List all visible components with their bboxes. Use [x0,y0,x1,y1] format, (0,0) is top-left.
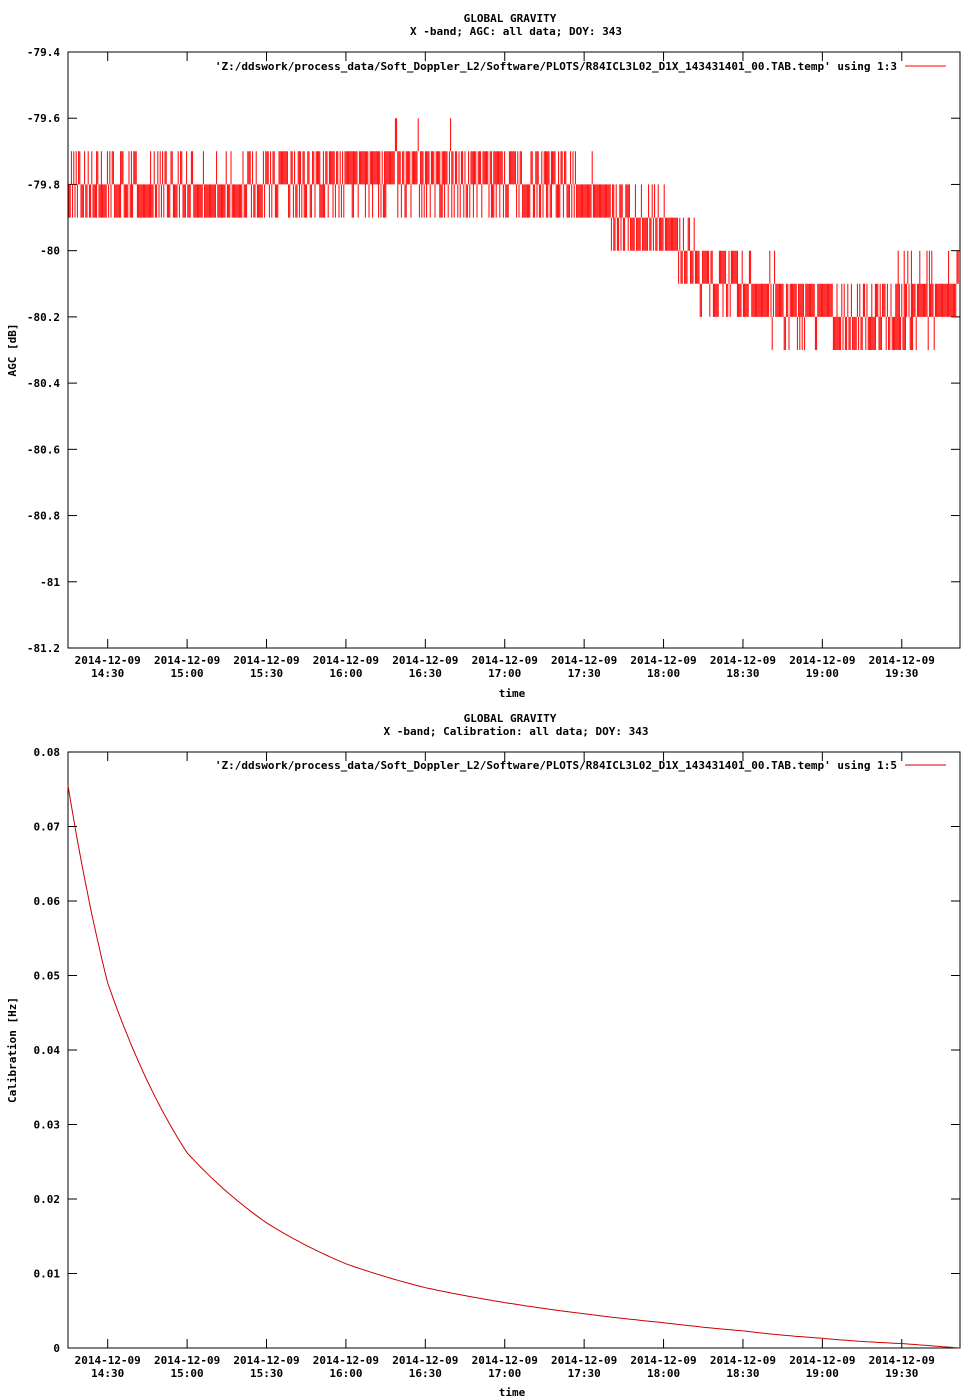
agc-xtick-time-label: 18:00 [646,667,681,680]
calibration-y-axis-label: Calibration [Hz] [6,997,19,1103]
agc-xtick-time-label: 19:30 [885,667,919,680]
calibration-xtick-date-label: 2014-12-09 [312,1354,380,1367]
agc-xtick-time-label: 15:30 [249,667,284,680]
calibration-xtick-time-label: 19:00 [805,1367,839,1380]
calibration-xtick-time-label: 19:30 [885,1367,919,1380]
agc-ytick-label: -79.4 [26,46,60,59]
agc-xtick-time-label: 14:30 [91,667,125,680]
calibration-ytick-label: 0.04 [33,1044,60,1057]
agc-xtick-date-label: 2014-12-09 [153,654,221,667]
agc-xtick-date-label: 2014-12-09 [709,654,777,667]
calibration-chart [6,712,960,1399]
calibration-xtick-time-label: 15:00 [170,1367,204,1380]
agc-xtick-time-label: 19:00 [805,667,839,680]
agc-chart-subtitle: X -band; AGC: all data; DOY: 343 [410,25,622,38]
calibration-ytick-label: 0.06 [33,895,60,908]
agc-xtick-date-label: 2014-12-09 [392,654,459,667]
agc-ytick-label: -80.4 [26,377,60,391]
calibration-xtick-time-label: 18:00 [646,1367,681,1380]
calibration-xtick-date-label: 2014-12-09 [709,1354,777,1367]
calibration-ytick-label: 0.05 [33,969,60,983]
calibration-xtick-date-label: 2014-12-09 [868,1354,935,1367]
calibration-xtick-time-label: 16:30 [408,1367,442,1380]
calibration-xtick-time-label: 14:30 [91,1367,125,1380]
agc-chart [6,12,960,700]
calibration-series-line [68,786,960,1349]
agc-ytick-label: -80.8 [26,509,60,523]
calibration-legend-label: 'Z:/ddswork/process_data/Soft_Doppler_L2/Software/PLOTS/R84ICL3L02_D1X_143431401_00.TAB.temp' using 1:5 [214,759,897,772]
agc-ytick-label: -80 [40,244,60,258]
agc-ytick-label: -81.2 [26,642,60,655]
agc-xtick-time-label: 17:00 [488,667,522,680]
calibration-ytick-label: 0.02 [33,1193,60,1206]
agc-ytick-label: -79.6 [26,112,60,126]
calibration-chart-title: GLOBAL GRAVITY [463,712,557,725]
agc-xtick-date-label: 2014-12-09 [868,654,935,667]
agc-xtick-date-label: 2014-12-09 [630,654,697,667]
agc-ytick-label: -80.6 [26,443,60,457]
agc-xtick-time-label: 16:00 [329,667,363,680]
calibration-xtick-date-label: 2014-12-09 [551,1354,618,1367]
agc-ytick-label: -81 [40,575,60,589]
agc-ytick-label: -79.8 [26,178,60,192]
agc-xtick-time-label: 15:00 [170,667,204,680]
calibration-xtick-time-label: 16:00 [329,1367,363,1380]
calibration-xtick-date-label: 2014-12-09 [153,1354,221,1367]
calibration-xtick-time-label: 17:30 [567,1367,601,1380]
agc-xtick-date-label: 2014-12-09 [789,654,856,667]
calibration-xtick-date-label: 2014-12-09 [630,1354,697,1367]
calibration-ytick-label: 0 [53,1342,60,1355]
agc-xtick-time-label: 16:30 [408,667,442,680]
calibration-xtick-date-label: 2014-12-09 [471,1354,538,1367]
agc-xtick-date-label: 2014-12-09 [74,654,141,667]
calibration-xtick-time-label: 18:30 [726,1367,760,1380]
calibration-xtick-time-label: 17:00 [488,1367,522,1380]
agc-ytick-label: -80.2 [26,310,60,324]
agc-xtick-date-label: 2014-12-09 [471,654,538,667]
agc-chart-title: GLOBAL GRAVITY [463,12,557,25]
agc-xtick-date-label: 2014-12-09 [312,654,380,667]
agc-y-axis-label: AGC [dB] [6,323,19,377]
calibration-plot-frame [68,752,960,1348]
agc-plot-frame [68,52,960,648]
agc-xtick-time-label: 17:30 [567,667,601,680]
calibration-xtick-date-label: 2014-12-09 [392,1354,459,1367]
agc-series-line [69,118,958,350]
calibration-ytick-label: 0.03 [33,1118,60,1132]
calibration-x-axis-label: time [498,1386,526,1399]
calibration-chart-subtitle: X -band; Calibration: all data; DOY: 343 [383,725,649,738]
calibration-ytick-label: 0.07 [33,820,60,834]
calibration-ytick-label: 0.01 [33,1267,60,1281]
agc-xtick-date-label: 2014-12-09 [551,654,618,667]
calibration-ytick-label: 0.08 [33,746,60,759]
calibration-xtick-date-label: 2014-12-09 [789,1354,856,1367]
calibration-xtick-time-label: 15:30 [249,1367,284,1380]
agc-x-axis-label: time [498,687,526,700]
agc-xtick-date-label: 2014-12-09 [233,654,300,667]
calibration-xtick-date-label: 2014-12-09 [233,1354,300,1367]
agc-legend-label: 'Z:/ddswork/process_data/Soft_Doppler_L2/Software/PLOTS/R84ICL3L02_D1X_143431401_00.TAB.temp' using 1:3 [214,60,897,73]
calibration-xtick-date-label: 2014-12-09 [74,1354,141,1367]
agc-xtick-time-label: 18:30 [726,667,760,680]
